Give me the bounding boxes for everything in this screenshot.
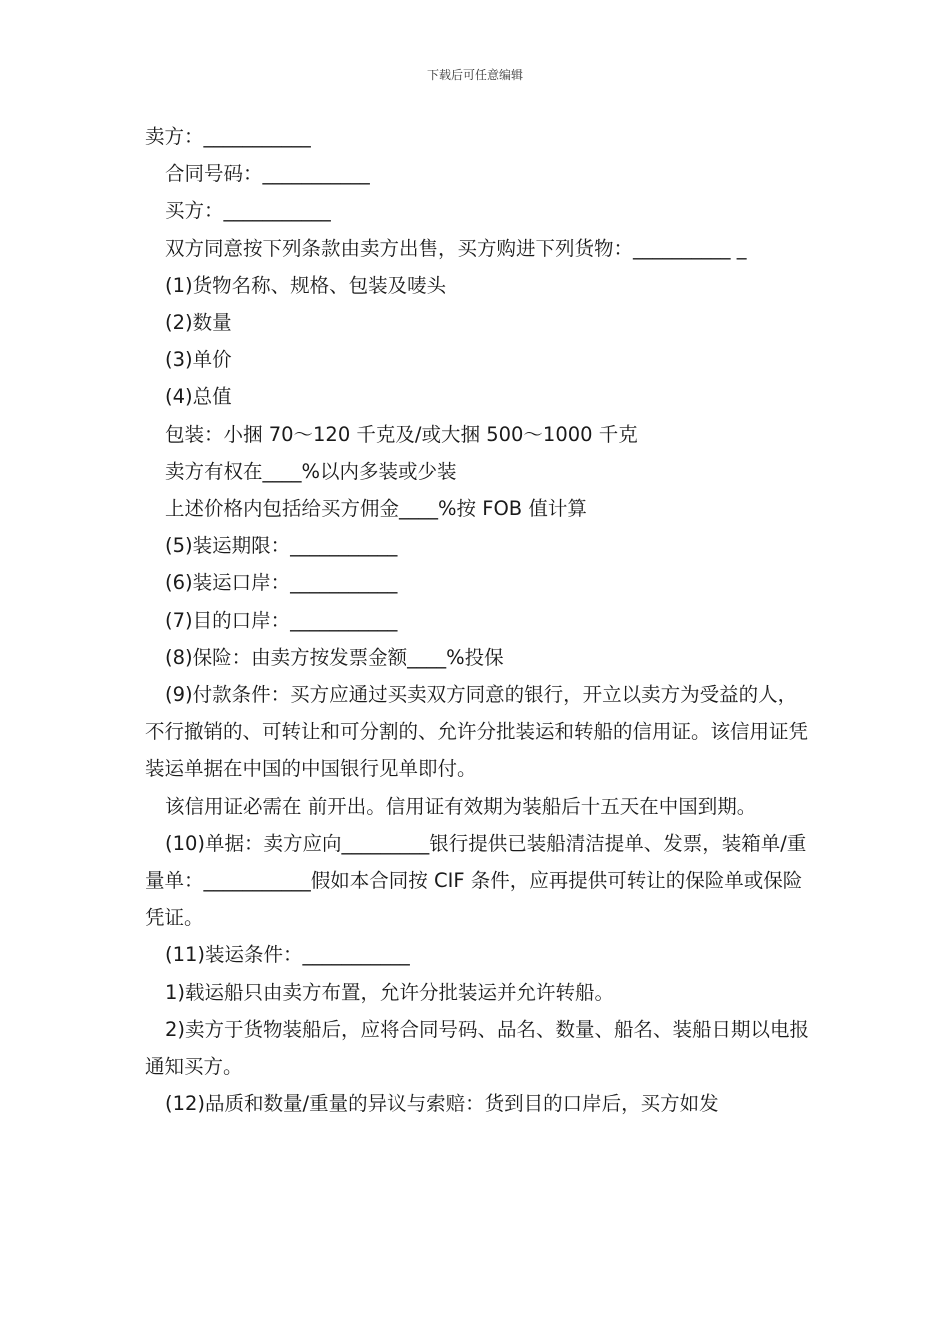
contract-paragraph: (5)装运期限：___________ — [165, 534, 398, 558]
contract-paragraph: (4)总值 — [165, 385, 232, 409]
contract-paragraph: (6)装运口岸：___________ — [165, 571, 398, 595]
contract-paragraph: 合同号码：___________ — [165, 162, 370, 186]
contract-paragraph: (3)单价 — [165, 348, 232, 372]
contract-paragraph: (1)货物名称、规格、包装及唛头 — [165, 273, 447, 297]
contract-paragraph: (2)数量 — [165, 311, 232, 335]
contract-paragraph: 卖方有权在____%以内多装或少装 — [165, 459, 457, 483]
contract-paragraph: (8)保险：由卖方按发票金额____%投保 — [165, 645, 504, 669]
contract-paragraph: 该信用证必需在 前开出。信用证有效期为装船后十五天在中国到期。 — [165, 794, 757, 818]
contract-paragraph: 2)卖方于货物装船后，应将合同号码、品名、数量、船名、装船日期以电报通知买方。 — [145, 1017, 810, 1079]
contract-paragraph: (7)目的口岸：___________ — [165, 608, 398, 632]
contract-paragraph: (11)装运条件：___________ — [165, 943, 410, 967]
contract-paragraph: 1)载运船只由卖方布置，允许分批装运并允许转船。 — [165, 980, 615, 1004]
contract-body — [145, 118, 810, 1122]
contract-paragraph: 包装：小捆 70～120 千克及/或大捆 500～1000 千克 — [165, 422, 638, 446]
contract-paragraph: 卖方：___________ — [145, 125, 311, 148]
page-header: 下载后可任意编辑 — [426, 68, 523, 82]
contract-paragraph: 双方同意按下列条款由卖方出售，买方购进下列货物：__________ _ — [165, 236, 747, 260]
contract-paragraph: 上述价格内包括给买方佣金____%按 FOB 值计算 — [165, 497, 587, 521]
contract-paragraph: 买方：___________ — [165, 199, 331, 223]
contract-paragraph: (9)付款条件：买方应通过买卖双方同意的银行，开立以卖方为受益的人，不行撤销的、可转让和可分割的、允许分批装运和转船的信用证。该信用证凭装运单据在中国的中国银行见单即付。 — [145, 683, 809, 781]
contract-paragraph: (12)品质和数量/重量的异议与索赔：货到目的口岸后，买方如发 — [165, 1092, 719, 1116]
contract-paragraph: (10)单据：卖方应向_________银行提供已装船清洁提单、发票，装箱单/重量单：___________假如本合同按 CIF 条件，应再提供可转让的保险单或保险凭证。 — [145, 831, 807, 930]
